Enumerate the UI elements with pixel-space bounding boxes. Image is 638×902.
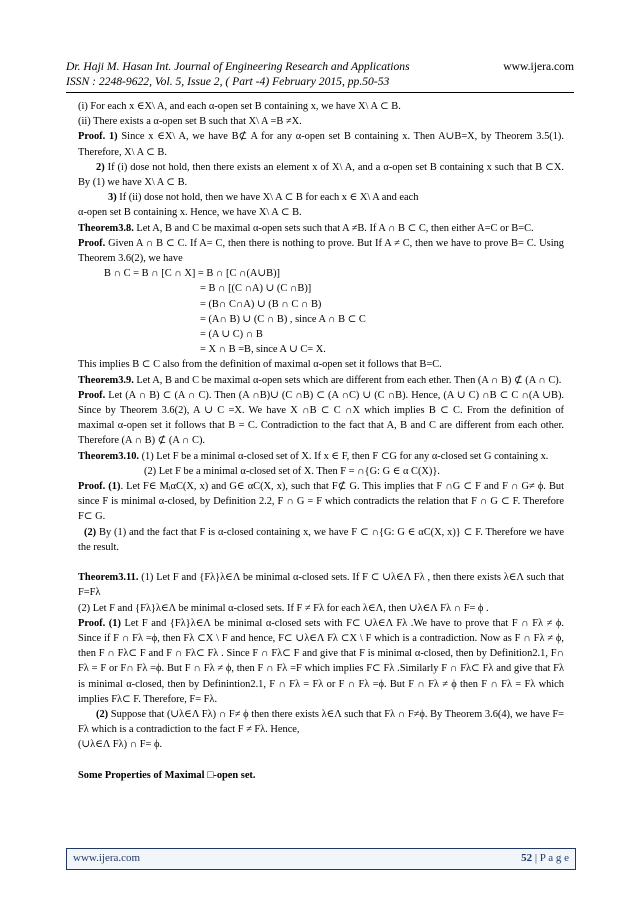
paragraph (78, 236, 564, 266)
paragraph-text: = B ∩ [(C ∩A) ∪ (C ∩B)] (200, 283, 312, 295)
header-line-1 (66, 60, 574, 74)
paragraph-lead: 2) (96, 161, 105, 173)
paragraph-text: Given A ∩ B ⊂ C. If A= C, then there is nothing to prove. But If A ≠ C, then we have to prove B= C. Using Theorem 3.6(2), we have (78, 237, 564, 265)
paragraph-text: = (A∩ B) ∪ (C ∩ B) , since A ∩ B ⊂ C (200, 313, 366, 325)
paragraph (78, 327, 564, 342)
paragraph (78, 479, 564, 525)
paragraph-text: α-open set B containing x. Hence, we have X\ A ⊂ B. (78, 207, 302, 219)
paragraph-lead: 3) (108, 192, 117, 204)
paragraph (78, 357, 564, 372)
paragraph-text: (ii) There exists a α-open set B such that X\ A =B ≠X. (78, 116, 302, 128)
paragraph-text: Let (A ∩ B) ⊂ (A ∩ C). Then (A ∩B)∪ (C ∩B) ⊂ (A ∩C) ∪ (C ∩B). Hence, (A ∪ C) ∩B ⊂ C ∩(A ∪B). Since by Theorem 3.6(2), A ∪ C =X. We have X ∩B ⊂ C ∩X which implies B ⊂ C. From the definition of maximal α-open set it follows that B = C. Contradiction to the fact that A, B and C are different from each other. Therefore (A ∩ B) ⊄ (A ∩ C). (78, 389, 564, 447)
page-word: | P a g e (532, 852, 569, 864)
paragraph-text: Since x ∈X\ A, we have B⊄ A for any α-open set B containing x. Then A∪B=X, by Theorem 3.5(1). Therefore, X\ A ⊂ B. (78, 131, 564, 158)
paragraph (78, 570, 564, 600)
issn-info: ISSN : 2248-9622, Vol. 5, Issue 2, ( Part -4) February 2015, pp.50-53 (66, 75, 390, 88)
paragraph-text: Suppose that (∪λ∈Λ Fλ) ∩ F≠ ϕ then there exists λ∈Λ such that Fλ ∩ F≠ϕ. By Theorem 3.6(4), we have F= Fλ which is a contradiction to the fact F ≠ Fλ. Hence, (78, 708, 564, 736)
header-site-link[interactable]: www.ijera.com (503, 60, 574, 73)
paragraph (78, 114, 564, 129)
paragraph-text: = (A ∪ C) ∩ B (200, 329, 263, 341)
paragraph-text: Let A, B and C be maximal α-open sets such that A ≠B. If A ∩ B ⊂ C, then either A=C or B=C. (133, 222, 534, 234)
paragraph (78, 99, 564, 114)
paragraph-lead: Proof. (78, 389, 106, 401)
paragraph-lead: Proof. (1) (78, 481, 121, 493)
paragraph (78, 601, 564, 616)
paragraph-text: Let A, B and C be maximal α-open sets which are different from each ether. Then (A ∩ B) ⊄ (A ∩ C). (133, 374, 562, 386)
paragraph-text: If (ii) dose not hold, then we have X\ A ⊂ B for each x ∈ X\ A and each (116, 192, 419, 204)
paragraph (78, 160, 564, 190)
footer-site-link[interactable]: www.ijera.com (73, 852, 141, 864)
paragraph-lead: Proof. (1) (78, 617, 121, 629)
paragraph (78, 449, 564, 464)
article-body (78, 99, 564, 783)
paragraph (78, 129, 564, 159)
paragraph (78, 388, 564, 449)
paragraph-text: By (1) and the fact that F is α-closed containing x, we have F ⊂ ∩{G: G ∈ αC(X, x)} ⊂ F. Therefore we have the result. (78, 526, 564, 553)
paragraph-text: (2) Let F be a minimal α-closed set of X. Then F = ∩{G: G ∈ α C(X)}. (144, 465, 440, 477)
paragraph-lead: (2) (84, 526, 97, 538)
paragraph-lead: Proof. (78, 237, 106, 249)
paragraph (78, 266, 564, 281)
paragraph (78, 297, 564, 312)
paragraph-text: = (B∩ C∩A) ∪ (B ∩ C ∩ B) (200, 298, 322, 310)
paragraph-text: (∪λ∈Λ Fλ) ∩ F= ϕ. (78, 739, 163, 751)
paragraph-gap (78, 753, 564, 768)
paragraph (78, 707, 564, 737)
paragraph-gap (78, 555, 564, 570)
page-number (521, 852, 569, 864)
paragraph (78, 281, 564, 296)
paragraph-text: B ∩ C = B ∩ [C ∩ X] = B ∩ [C ∩(A∪B)] (104, 268, 280, 280)
paragraph (78, 373, 564, 388)
paragraph-text: This implies B ⊂ C also from the definition of maximal α-open set it follows that B=C. (78, 359, 442, 371)
header-line-2 (66, 75, 574, 89)
journal-title: Dr. Haji M. Hasan Int. Journal of Engineering Research and Applications (66, 60, 410, 73)
paragraph-text: (i) For each x ∈X\ A, and each α-open set B containing x, we have X\ A ⊂ B. (78, 101, 401, 112)
paragraph-text: If (i) dose not hold, then there exists an element x of X\ A, and a α-open set B containing x such that B ⊂X. By (1) we have X\ A ⊂ B. (78, 161, 564, 189)
paragraph-lead: Proof. 1) (78, 131, 118, 143)
paragraph-lead: Some Properties of Maximal □-open set. (78, 769, 256, 781)
paragraph (78, 737, 564, 752)
paragraph-lead: Theorem3.10. (78, 450, 139, 462)
paragraph-text: (1) Let F and {Fλ}λ∈Λ be minimal α-closed sets. If F ⊂ ∪λ∈Λ Fλ , then there exists λ∈Λ such that F=Fλ (78, 572, 564, 599)
paragraph (78, 342, 564, 357)
paragraph (78, 464, 564, 479)
paragraph (78, 205, 564, 220)
paragraph (78, 221, 564, 236)
paragraph-text: Let F and {Fλ}λ∈Λ be minimal α-closed sets with F⊂ ∪λ∈Λ Fλ .We have to prove that F ∩ Fλ ≠ ϕ. Since if F ∩ Fλ =ϕ, then Fλ ⊂X \ F and hence, F⊂ ∪λ∈Λ Fλ ⊂X \ F which is a contradiction. Now as F ∩ Fλ ≠ ϕ, then F ∩ Fλ⊂ F and F ∩ Fλ⊂ Fλ . Since F ∩ Fλ⊂ F and give that F is minimal α-closed, then by Definition2.1, F∩ Fλ = F or F∩ Fλ =ϕ. But F ∩ Fλ ≠ ϕ, then F ∩ Fλ =F which implies F⊂ Fλ .Similarly F ∩ Fλ⊂ Fλ and give that Fλ is minimal α-closed, then by Definintion2.1, F ∩ Fλ = Fλ or F ∩ Fλ =ϕ. But F ∩ Fλ ≠ ϕ then F ∩ Fλ = Fλ which implies Fλ⊂ F. Therefore, F= Fλ. (78, 617, 565, 705)
paragraph-lead: Theorem3.11. (78, 572, 139, 584)
paragraph-text: (1) Let F be a minimal α-closed set of X. If x ∈ F, then F ⊂G for any α-closed set G containing x. (139, 450, 549, 462)
paragraph-lead: Theorem3.8. (78, 222, 134, 234)
paragraph-text: (2) Let F and {Fλ}λ∈Λ be minimal α-closed sets. If F ≠ Fλ for each λ∈Λ, then ∪λ∈Λ Fλ ∩ F= ϕ . (78, 602, 489, 614)
paragraph-text: . Let F∈ MᵢαC(X, x) and G∈ αC(X, x), such that F⊄ G. This implies that F ∩G ⊂ F and F ∩ G≠ ϕ. But since F is minimal α-closed, by Definition 2.2, F ∩ G = F which contradicts the relation that F ∩ G ⊂ F. Therefore F⊂ G. (78, 481, 564, 523)
paragraph-lead: Theorem3.9. (78, 374, 134, 386)
page-footer (66, 848, 576, 870)
paragraph (78, 525, 564, 555)
page-number-value: 52 (521, 852, 533, 864)
header-rule (66, 92, 574, 93)
paragraph-text: = X ∩ B =B, since A ∪ C= X. (200, 344, 326, 356)
paragraph (78, 312, 564, 327)
paragraph (78, 768, 564, 783)
paragraph (78, 190, 564, 205)
paragraph (78, 616, 564, 707)
paragraph-lead: (2) (96, 708, 109, 720)
